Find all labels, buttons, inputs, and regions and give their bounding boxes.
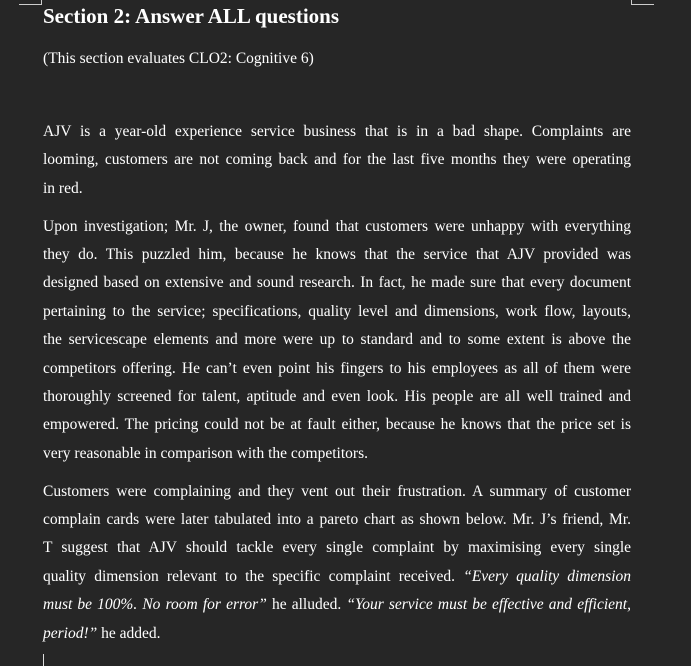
text-line (43, 118, 631, 146)
paragraph-2 (43, 213, 631, 469)
text-run: he alluded. (266, 596, 347, 614)
text-run: Customers were complaining and they vent out their frustration. A summary of customer (43, 482, 631, 500)
italic-quote: period!” (43, 624, 98, 642)
italic-quote: “Every quality dimension (463, 567, 632, 585)
text-line (43, 620, 631, 648)
text-line (43, 506, 631, 534)
text-run: looming, customers are not coming back and for the last five months they were operating (43, 151, 631, 169)
italic-quote: “Your service must be effective and efficient, (346, 596, 631, 614)
text-line (43, 440, 631, 468)
paragraph-3 (43, 478, 631, 648)
text-line (43, 411, 631, 439)
text-run: in red. (43, 179, 83, 197)
text-cursor (43, 654, 44, 666)
text-run: competitors offering. He can’t even point his fingers to his employees as all of them were (43, 359, 631, 377)
text-run: complain cards were later tabulated into a pareto chart as shown below. Mr. J’s friend, Mr. (43, 511, 631, 529)
text-line (43, 298, 631, 326)
section-subheading: (This section evaluates CLO2: Cognitive 6) (43, 50, 314, 67)
text-run: he added. (97, 624, 161, 642)
text-line (43, 269, 631, 297)
text-line (43, 326, 631, 354)
text-run: T suggest that AJV should tackle every single complaint by maximising every single (43, 539, 631, 557)
text-line (43, 478, 631, 506)
text-run: AJV is a year-old experience service business that is in a bad shape. Complaints are (43, 123, 631, 140)
text-line (43, 534, 631, 562)
text-line (43, 241, 631, 269)
text-run: they do. This puzzled him, because he knows that the service that AJV provided was (43, 246, 631, 264)
text-run: empowered. The pricing could not be at fault either, because he knows that the price set is (43, 416, 631, 434)
text-line (43, 563, 631, 591)
text-line (43, 146, 631, 174)
text-run: the servicescape elements and more were up to standard and to some extent is above the (43, 331, 631, 349)
text-run: thoroughly screened for talent, aptitude and even look. His people are all well trained and (43, 388, 631, 406)
text-line (43, 383, 631, 411)
text-line (43, 213, 631, 241)
text-run: very reasonable in comparison with the competitors. (43, 444, 368, 462)
section-heading: Section 2: Answer ALL questions (43, 4, 339, 28)
document-body[interactable] (43, 118, 631, 658)
text-line (43, 591, 631, 619)
text-run: pertaining to the service; specifications, quality level and dimensions, work flow, layouts, (43, 302, 631, 320)
text-run: Upon investigation; Mr. J, the owner, found that customers were unhappy with everything (43, 217, 631, 235)
text-line (43, 175, 631, 203)
text-run: designed based on extensive and sound research. In fact, he made sure that every document (43, 274, 631, 292)
text-line (43, 355, 631, 383)
page-corner-mark-left (19, 0, 42, 5)
text-run: quality dimension relevant to the specific complaint received. (43, 567, 464, 585)
page-corner-mark-right (631, 0, 654, 5)
italic-quote: must be 100%. No room for error” (43, 596, 267, 614)
paragraph-1 (43, 118, 631, 203)
